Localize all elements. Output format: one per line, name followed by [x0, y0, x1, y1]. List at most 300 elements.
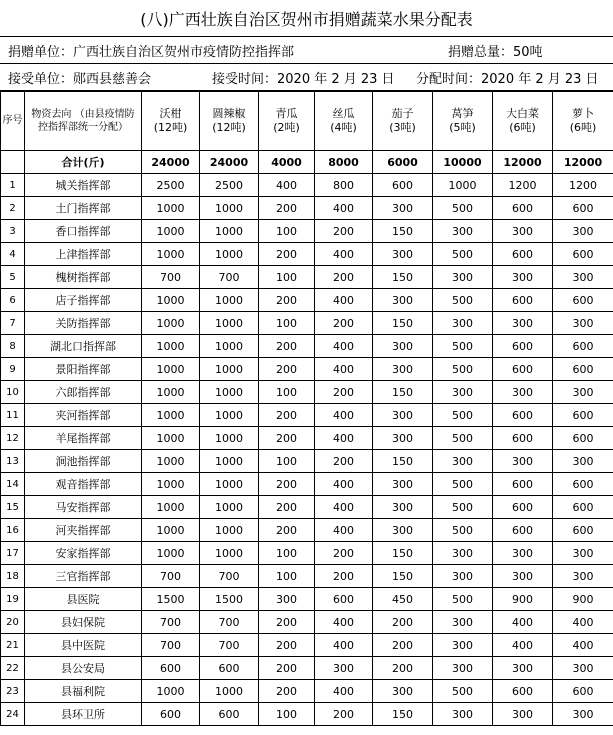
- row-value: 300: [553, 542, 613, 565]
- table-row: [1, 243, 613, 266]
- row-value: 300: [433, 565, 493, 588]
- row-value: 200: [373, 657, 433, 680]
- row-value: 400: [315, 611, 373, 634]
- row-value: 200: [259, 243, 315, 266]
- row-value: 300: [493, 381, 553, 404]
- table-row: [1, 542, 613, 565]
- row-seq: 20: [1, 611, 25, 634]
- row-value: 200: [315, 312, 373, 335]
- row-value: 300: [493, 703, 553, 726]
- row-value: 1000: [142, 335, 200, 358]
- row-value: 150: [373, 450, 433, 473]
- row-seq: 15: [1, 496, 25, 519]
- row-value: 600: [493, 404, 553, 427]
- row-seq: 7: [1, 312, 25, 335]
- row-value: 600: [493, 358, 553, 381]
- row-seq: 17: [1, 542, 25, 565]
- total-label: 合计(斤): [25, 151, 142, 174]
- table-row: [1, 312, 613, 335]
- row-value: 1000: [200, 496, 259, 519]
- total-seq-blank: [1, 151, 25, 174]
- row-value: 1000: [200, 312, 259, 335]
- row-value: 1000: [200, 542, 259, 565]
- row-value: 200: [259, 611, 315, 634]
- row-value: 150: [373, 703, 433, 726]
- allot-time: 分配时间：2020 年 2 月 23 日: [416, 71, 599, 87]
- row-value: 400: [315, 197, 373, 220]
- row-value: 300: [433, 657, 493, 680]
- row-value: 200: [315, 703, 373, 726]
- row-value: 1000: [200, 220, 259, 243]
- row-value: 600: [315, 588, 373, 611]
- row-value: 400: [493, 611, 553, 634]
- column-name: 莴笋: [451, 107, 474, 120]
- table-row: [1, 634, 613, 657]
- row-value: 500: [433, 358, 493, 381]
- row-value: 700: [142, 634, 200, 657]
- row-value: 1000: [142, 680, 200, 703]
- row-value: 600: [493, 243, 553, 266]
- row-value: 1000: [200, 473, 259, 496]
- row-value: 150: [373, 565, 433, 588]
- row-value: 300: [433, 220, 493, 243]
- row-destination: 县福利院: [25, 680, 142, 703]
- row-value: 200: [259, 289, 315, 312]
- header-row: [1, 92, 613, 151]
- row-value: 1000: [200, 335, 259, 358]
- row-value: 2500: [200, 174, 259, 197]
- row-value: 500: [433, 496, 493, 519]
- row-value: 1000: [200, 197, 259, 220]
- row-value: 400: [315, 427, 373, 450]
- row-value: 100: [259, 266, 315, 289]
- row-value: 1000: [142, 312, 200, 335]
- row-value: 300: [433, 450, 493, 473]
- column-qty: (12吨): [212, 121, 246, 134]
- total-cell: 4000: [259, 151, 315, 174]
- row-value: 200: [259, 657, 315, 680]
- row-value: 300: [553, 381, 613, 404]
- row-value: 200: [259, 519, 315, 542]
- row-value: 600: [553, 358, 613, 381]
- row-value: 200: [315, 381, 373, 404]
- row-value: 1000: [142, 427, 200, 450]
- column-header: [373, 92, 433, 151]
- row-value: 400: [315, 358, 373, 381]
- row-value: 100: [259, 703, 315, 726]
- row-value: 300: [433, 634, 493, 657]
- row-seq: 1: [1, 174, 25, 197]
- row-value: 300: [433, 542, 493, 565]
- column-qty: (6吨): [509, 121, 536, 134]
- table-row: [1, 335, 613, 358]
- column-qty: (5吨): [449, 121, 476, 134]
- row-value: 200: [315, 542, 373, 565]
- row-value: 300: [373, 496, 433, 519]
- row-value: 600: [553, 289, 613, 312]
- row-value: 400: [315, 289, 373, 312]
- row-value: 150: [373, 542, 433, 565]
- row-value: 400: [315, 519, 373, 542]
- row-value: 600: [200, 657, 259, 680]
- row-value: 300: [553, 657, 613, 680]
- row-value: 200: [259, 680, 315, 703]
- row-seq: 18: [1, 565, 25, 588]
- row-destination: 关防指挥部: [25, 312, 142, 335]
- row-value: 100: [259, 220, 315, 243]
- row-seq: 2: [1, 197, 25, 220]
- total-cell: 8000: [315, 151, 373, 174]
- row-value: 400: [315, 680, 373, 703]
- row-value: 1000: [142, 519, 200, 542]
- table-row: [1, 680, 613, 703]
- row-value: 300: [373, 427, 433, 450]
- row-value: 600: [200, 703, 259, 726]
- row-value: 300: [433, 381, 493, 404]
- row-seq: 14: [1, 473, 25, 496]
- table-row: [1, 266, 613, 289]
- row-value: 400: [493, 634, 553, 657]
- row-destination: 上津指挥部: [25, 243, 142, 266]
- row-value: 300: [493, 542, 553, 565]
- row-value: 1000: [433, 174, 493, 197]
- row-value: 400: [315, 473, 373, 496]
- row-value: 100: [259, 450, 315, 473]
- table-row: [1, 289, 613, 312]
- row-seq: 4: [1, 243, 25, 266]
- row-value: 300: [433, 312, 493, 335]
- row-value: 600: [493, 289, 553, 312]
- total-cell: 24000: [200, 151, 259, 174]
- row-destination: 香口指挥部: [25, 220, 142, 243]
- row-value: 1000: [200, 243, 259, 266]
- row-seq: 16: [1, 519, 25, 542]
- table-row: [1, 220, 613, 243]
- row-value: 200: [259, 358, 315, 381]
- row-seq: 10: [1, 381, 25, 404]
- row-value: 600: [553, 427, 613, 450]
- sheet-title: (八)广西壮族自治区贺州市捐赠蔬菜水果分配表: [0, 0, 613, 37]
- row-value: 500: [433, 588, 493, 611]
- row-value: 300: [553, 266, 613, 289]
- dest-header: 物资去向 （由县疫情防控指挥部统一分配）: [25, 92, 142, 151]
- row-value: 600: [553, 680, 613, 703]
- donor-unit: 捐赠单位：广西壮族自治区贺州市疫情防控指挥部: [8, 44, 295, 60]
- row-destination: 土门指挥部: [25, 197, 142, 220]
- row-value: 600: [553, 335, 613, 358]
- row-destination: 槐树指挥部: [25, 266, 142, 289]
- row-destination: 县中医院: [25, 634, 142, 657]
- total-cell: 10000: [433, 151, 493, 174]
- row-value: 1000: [142, 542, 200, 565]
- row-value: 500: [433, 289, 493, 312]
- row-value: 1000: [200, 404, 259, 427]
- row-seq: 6: [1, 289, 25, 312]
- row-value: 600: [493, 680, 553, 703]
- row-destination: 县妇保院: [25, 611, 142, 634]
- row-value: 1000: [142, 358, 200, 381]
- row-value: 1000: [142, 473, 200, 496]
- row-seq: 24: [1, 703, 25, 726]
- row-value: 700: [142, 611, 200, 634]
- row-value: 200: [259, 634, 315, 657]
- column-name: 丝瓜: [332, 107, 355, 120]
- row-value: 400: [315, 335, 373, 358]
- row-value: 1000: [200, 519, 259, 542]
- row-value: 400: [315, 404, 373, 427]
- row-value: 300: [373, 289, 433, 312]
- row-value: 200: [259, 197, 315, 220]
- row-value: 300: [493, 266, 553, 289]
- column-header: [142, 92, 200, 151]
- column-qty: (6吨): [569, 121, 597, 134]
- table-row: [1, 197, 613, 220]
- row-destination: 县公安局: [25, 657, 142, 680]
- row-destination: 县环卫所: [25, 703, 142, 726]
- row-value: 100: [259, 381, 315, 404]
- row-seq: 5: [1, 266, 25, 289]
- row-value: 300: [553, 312, 613, 335]
- row-value: 450: [373, 588, 433, 611]
- row-seq: 11: [1, 404, 25, 427]
- table-row: [1, 496, 613, 519]
- row-value: 300: [373, 473, 433, 496]
- row-value: 400: [315, 634, 373, 657]
- row-value: 1000: [142, 450, 200, 473]
- row-value: 900: [553, 588, 613, 611]
- table-row: [1, 174, 613, 197]
- table-row: [1, 565, 613, 588]
- row-destination: 县医院: [25, 588, 142, 611]
- row-destination: 河夹指挥部: [25, 519, 142, 542]
- row-value: 150: [373, 266, 433, 289]
- row-value: 300: [259, 588, 315, 611]
- table-row: [1, 427, 613, 450]
- row-value: 600: [373, 174, 433, 197]
- row-destination: 景阳指挥部: [25, 358, 142, 381]
- row-value: 200: [259, 473, 315, 496]
- row-value: 2500: [142, 174, 200, 197]
- row-value: 150: [373, 312, 433, 335]
- row-value: 600: [493, 496, 553, 519]
- row-value: 200: [315, 220, 373, 243]
- total-cell: 24000: [142, 151, 200, 174]
- row-destination: 涧池指挥部: [25, 450, 142, 473]
- row-value: 600: [553, 197, 613, 220]
- row-value: 300: [493, 220, 553, 243]
- row-value: 300: [373, 680, 433, 703]
- row-value: 100: [259, 565, 315, 588]
- table-row: [1, 588, 613, 611]
- row-value: 500: [433, 404, 493, 427]
- table-row: [1, 519, 613, 542]
- row-value: 200: [259, 335, 315, 358]
- row-value: 600: [493, 473, 553, 496]
- row-value: 600: [493, 335, 553, 358]
- allocation-table: [0, 91, 613, 726]
- column-qty: (3吨): [389, 121, 416, 134]
- table-row: [1, 450, 613, 473]
- row-seq: 12: [1, 427, 25, 450]
- row-value: 300: [493, 657, 553, 680]
- row-value: 300: [373, 335, 433, 358]
- receiver-info-row: [0, 64, 613, 91]
- row-value: 600: [142, 657, 200, 680]
- row-value: 300: [373, 519, 433, 542]
- row-destination: 安家指挥部: [25, 542, 142, 565]
- row-destination: 六郎指挥部: [25, 381, 142, 404]
- column-header: [433, 92, 493, 151]
- row-value: 600: [553, 519, 613, 542]
- total-donation: 捐赠总量：50吨: [448, 44, 543, 60]
- row-value: 300: [373, 358, 433, 381]
- row-value: 200: [259, 496, 315, 519]
- table-row: [1, 473, 613, 496]
- row-value: 200: [373, 611, 433, 634]
- row-value: 1500: [142, 588, 200, 611]
- row-value: 1000: [142, 496, 200, 519]
- column-qty: (4吨): [330, 121, 357, 134]
- row-value: 1200: [493, 174, 553, 197]
- column-qty: (2吨): [273, 121, 300, 134]
- row-seq: 22: [1, 657, 25, 680]
- row-value: 1000: [142, 220, 200, 243]
- row-value: 400: [553, 611, 613, 634]
- seq-header: 序号: [1, 92, 25, 151]
- table-row: [1, 358, 613, 381]
- row-value: 300: [553, 703, 613, 726]
- total-cell: 6000: [373, 151, 433, 174]
- column-name: 青瓜: [275, 107, 298, 120]
- row-value: 500: [433, 680, 493, 703]
- table-row: [1, 703, 613, 726]
- row-destination: 城关指挥部: [25, 174, 142, 197]
- row-value: 300: [315, 657, 373, 680]
- column-header: [493, 92, 553, 151]
- row-destination: 店子指挥部: [25, 289, 142, 312]
- column-header: [553, 92, 613, 151]
- row-seq: 23: [1, 680, 25, 703]
- row-value: 700: [200, 634, 259, 657]
- row-value: 1000: [142, 197, 200, 220]
- row-value: 600: [553, 404, 613, 427]
- receive-time: 接受时间：2020 年 2 月 23 日: [212, 71, 395, 87]
- row-value: 200: [315, 450, 373, 473]
- row-value: 1000: [142, 381, 200, 404]
- row-value: 200: [315, 565, 373, 588]
- row-value: 600: [553, 496, 613, 519]
- row-value: 700: [200, 565, 259, 588]
- row-value: 300: [493, 565, 553, 588]
- row-value: 1000: [142, 404, 200, 427]
- table-row: [1, 611, 613, 634]
- row-seq: 19: [1, 588, 25, 611]
- column-header: [259, 92, 315, 151]
- row-value: 600: [553, 473, 613, 496]
- row-destination: 湖北口指挥部: [25, 335, 142, 358]
- row-value: 200: [259, 404, 315, 427]
- row-value: 200: [373, 634, 433, 657]
- row-value: 300: [433, 266, 493, 289]
- row-value: 700: [142, 565, 200, 588]
- row-value: 600: [553, 243, 613, 266]
- row-value: 1000: [200, 358, 259, 381]
- column-name: 大白菜: [506, 107, 539, 120]
- row-seq: 13: [1, 450, 25, 473]
- row-value: 400: [315, 496, 373, 519]
- table-row: [1, 404, 613, 427]
- total-row: [1, 151, 613, 174]
- row-seq: 21: [1, 634, 25, 657]
- row-value: 100: [259, 542, 315, 565]
- table-row: [1, 381, 613, 404]
- row-value: 1500: [200, 588, 259, 611]
- column-header: [315, 92, 373, 151]
- row-value: 300: [373, 404, 433, 427]
- row-value: 400: [259, 174, 315, 197]
- row-value: 500: [433, 197, 493, 220]
- row-value: 150: [373, 381, 433, 404]
- row-value: 1000: [200, 427, 259, 450]
- row-destination: 羊尾指挥部: [25, 427, 142, 450]
- row-value: 1200: [553, 174, 613, 197]
- donor-info-row: [0, 37, 613, 64]
- row-value: 900: [493, 588, 553, 611]
- row-value: 1000: [200, 381, 259, 404]
- row-value: 400: [315, 243, 373, 266]
- row-value: 300: [493, 312, 553, 335]
- row-value: 600: [493, 197, 553, 220]
- total-cell: 12000: [553, 151, 613, 174]
- row-value: 100: [259, 312, 315, 335]
- column-name: 萝卜: [572, 107, 594, 120]
- column-header: [200, 92, 259, 151]
- row-value: 1000: [200, 450, 259, 473]
- column-qty: (12吨): [153, 121, 188, 134]
- row-value: 700: [142, 266, 200, 289]
- row-value: 600: [493, 519, 553, 542]
- row-value: 300: [433, 611, 493, 634]
- row-value: 200: [259, 427, 315, 450]
- row-destination: 夹河指挥部: [25, 404, 142, 427]
- row-seq: 8: [1, 335, 25, 358]
- row-value: 700: [200, 611, 259, 634]
- receiver-unit: 接受单位：郧西县慈善会: [8, 71, 152, 87]
- row-seq: 9: [1, 358, 25, 381]
- column-name: 茄子: [391, 107, 414, 120]
- row-value: 300: [553, 220, 613, 243]
- row-value: 200: [315, 266, 373, 289]
- column-name: 沃柑: [159, 107, 182, 120]
- row-value: 600: [493, 427, 553, 450]
- row-seq: 3: [1, 220, 25, 243]
- row-value: 300: [553, 450, 613, 473]
- row-value: 800: [315, 174, 373, 197]
- row-destination: 三官指挥部: [25, 565, 142, 588]
- row-value: 1000: [142, 289, 200, 312]
- row-value: 600: [142, 703, 200, 726]
- row-value: 500: [433, 335, 493, 358]
- row-value: 1000: [200, 289, 259, 312]
- row-value: 500: [433, 243, 493, 266]
- row-value: 300: [553, 565, 613, 588]
- row-value: 300: [493, 450, 553, 473]
- row-value: 500: [433, 473, 493, 496]
- table-row: [1, 657, 613, 680]
- row-value: 300: [433, 703, 493, 726]
- row-destination: 观音指挥部: [25, 473, 142, 496]
- total-cell: 12000: [493, 151, 553, 174]
